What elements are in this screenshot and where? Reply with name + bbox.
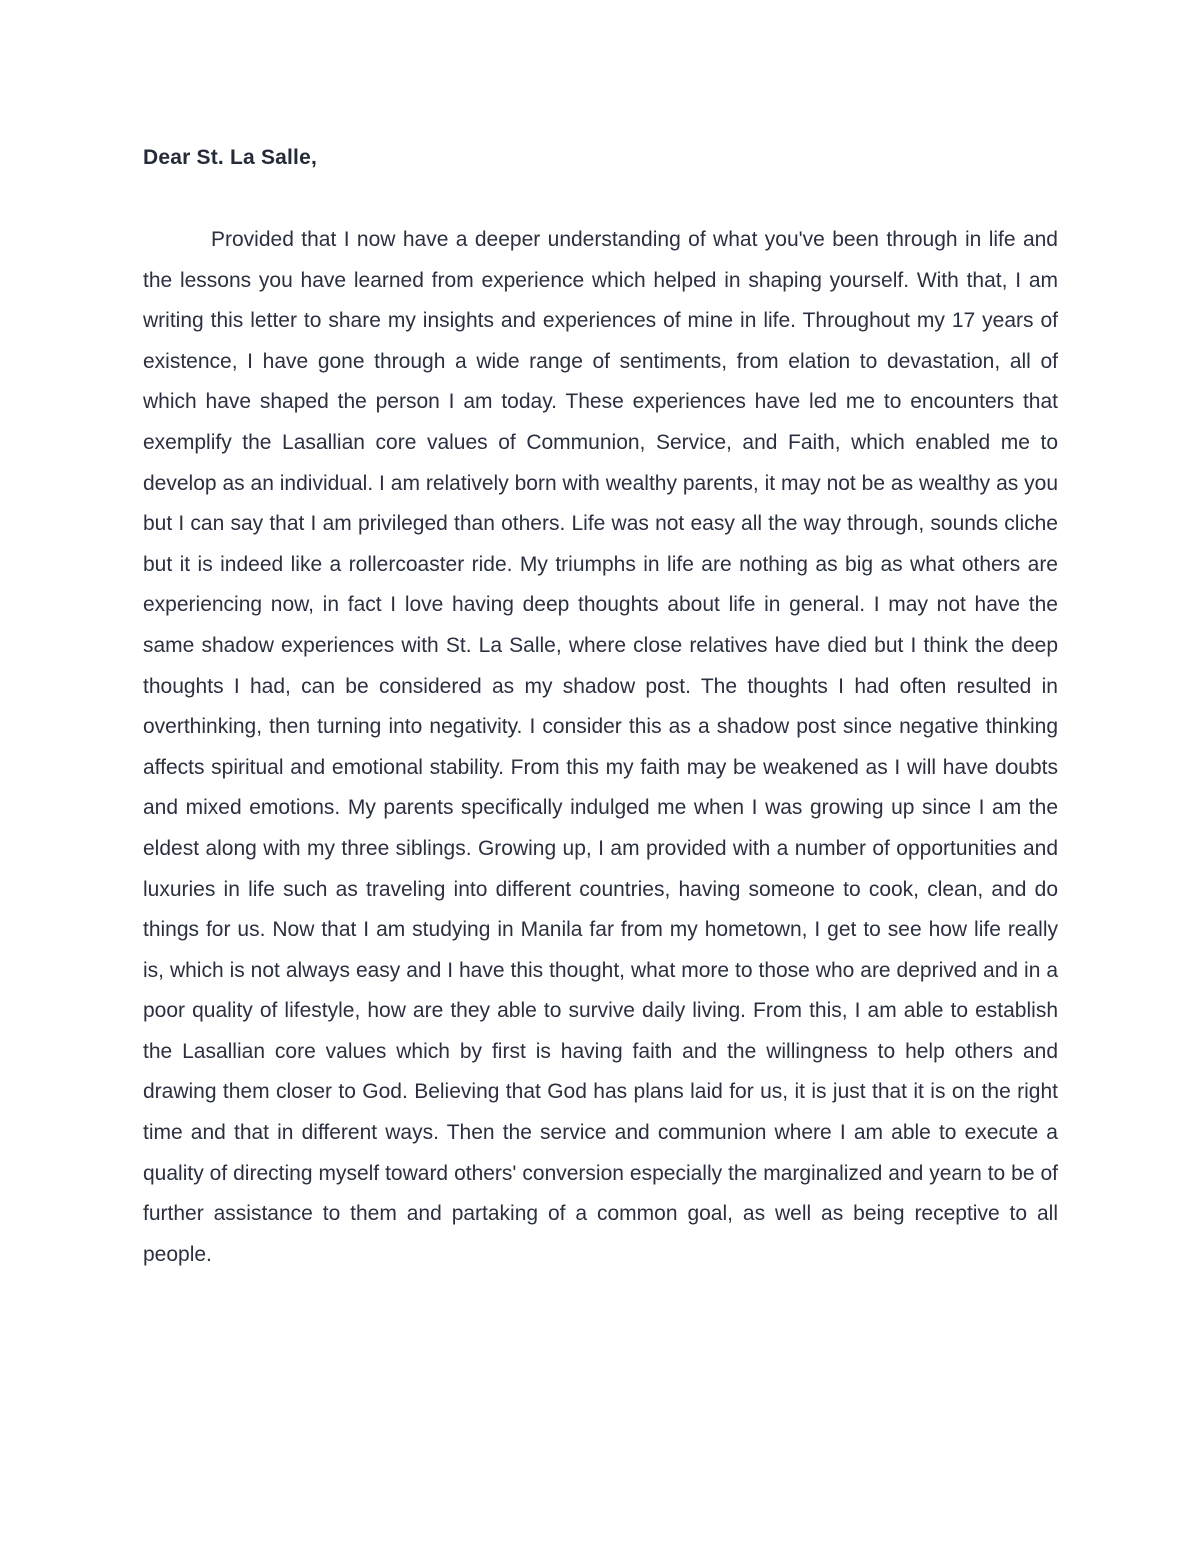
letter-body-paragraph: Provided that I now have a deeper understanding of what you've been through in life and the lessons you have learned from experience which helped in shaping yourself. With that, I am writing this letter to share my insights and experiences of mine in life. Throughout my 17 years of existence, I have gone through a wide range of sentiments, from elation to devastation, all of which have shaped the person I am today. These experiences have led me to encounters that exemplify the Lasallian core values of Communion, Service, and Faith, which enabled me to develop as an individual. I am relatively born with wealthy parents, it may not be as wealthy as you but I can say that I am privileged than others. Life was not easy all the way through, sounds cliche but it is indeed like a rollercoaster ride. My triumphs in life are nothing as big as what others are experiencing now, in fact I love having deep thoughts about life in general. I may not have the same shadow experiences with St. La Salle, where close relatives have died but I think the deep thoughts I had, can be considered as my shadow post. The thoughts I had often resulted in overthinking, then turning into negativity. I consider this as a shadow post since negative thinking affects spiritual and emotional stability. From this my faith may be weakened as I will have doubts and mixed emotions. My parents specifically indulged me when I was growing up since I am the eldest along with my three siblings. Growing up, I am provided with a number of opportunities and luxuries in life such as traveling into different countries, having someone to cook, clean, and do things for us. Now that I am studying in Manila far from my hometown, I get to see how life really is, which is not always easy and I have this thought, what more to those who are deprived and in a poor quality of lifestyle, how are they able to survive daily living. From this, I am able to establish the Lasallian core values which by first is having faith and the willingness to help others and drawing them closer to God. Believing that God has plans laid for us, it is just that it is on the right time and that in different ways. Then the service and communion where I am able to execute a quality of directing myself toward others' conversion especially the marginalized and yearn to be of further assistance to them and partaking of a common goal, as well as being receptive to all people. [143, 228, 1058, 1266]
letter-salutation: Dear St. La Salle, [143, 146, 318, 169]
